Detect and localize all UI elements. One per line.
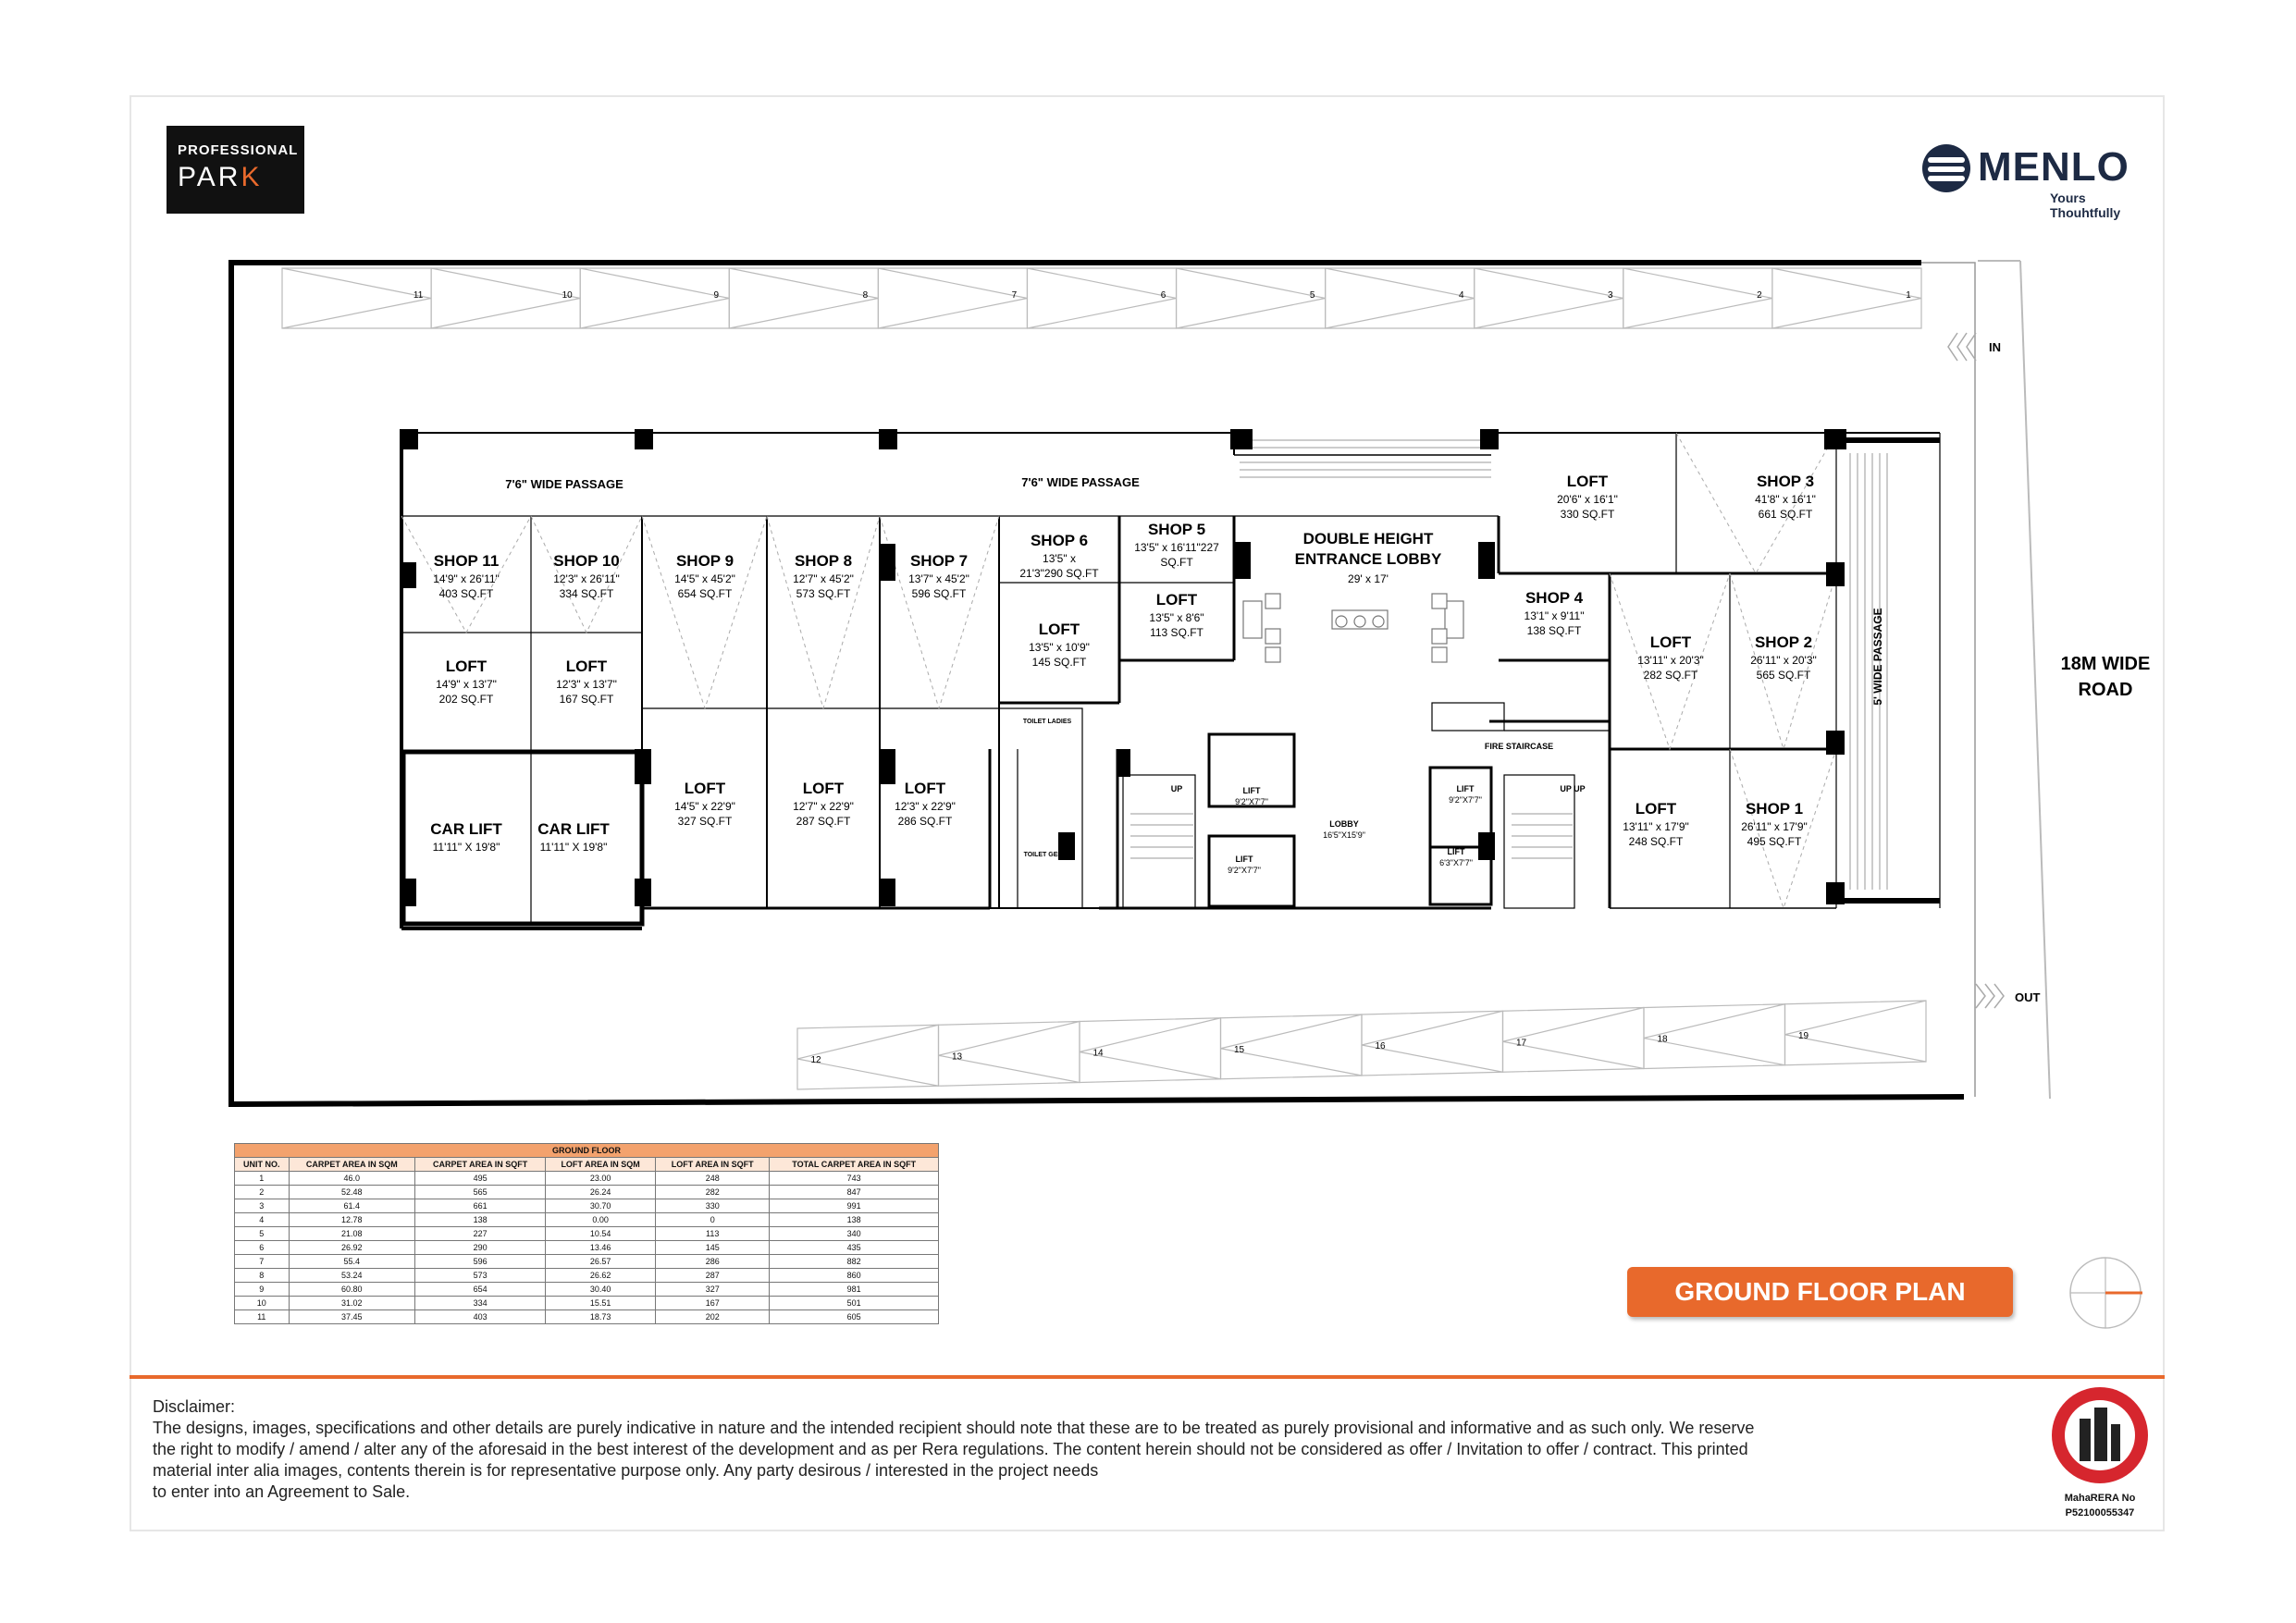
table-cell: 573	[415, 1269, 546, 1283]
loft9-area: 327 SQ.FT	[677, 815, 733, 828]
parking-top	[282, 268, 1921, 328]
loft3-area: 330 SQ.FT	[1560, 508, 1615, 521]
parking-bay-number: 2	[1757, 290, 1762, 301]
loft6-dim: 13'5" x 10'9"	[1029, 641, 1090, 654]
loft7-dim: 12'3" x 22'9"	[895, 800, 956, 813]
table-cell: 30.40	[546, 1283, 656, 1297]
shop8-dim: 12'7" x 45'2"	[793, 572, 854, 585]
lift-2-dim: 9'2"X7'7"	[1228, 866, 1261, 875]
carlift1-name: CAR LIFT	[430, 820, 502, 838]
lift-3-dim: 9'2"X7'7"	[1449, 795, 1482, 805]
table-row	[235, 1241, 939, 1255]
parking-bay-number: 9	[713, 290, 720, 301]
lobby-title-2: ENTRANCE LOBBY	[1294, 550, 1442, 568]
parking-bay	[1475, 268, 1623, 328]
loft8-dim: 12'7" x 22'9"	[793, 800, 854, 813]
table-cell: 60.80	[289, 1283, 415, 1297]
shop6-dim2: 21'3"290 SQ.FT	[1019, 567, 1099, 580]
stair-up-label: UP	[1170, 784, 1183, 793]
loft5-name: LOFT	[1155, 591, 1198, 609]
parking-bay-number: 18	[1657, 1034, 1668, 1045]
parking-bay-number: 16	[1375, 1041, 1386, 1051]
table-cell: 61.4	[289, 1199, 415, 1213]
passage-left-label: 7'6" WIDE PASSAGE	[505, 477, 623, 491]
lift-2-label: LIFT	[1235, 855, 1253, 864]
table-header: CARPET AREA IN SQFT	[415, 1158, 546, 1172]
plan-title-badge: GROUND FLOOR PLAN	[1627, 1267, 2013, 1317]
table-row	[235, 1199, 939, 1213]
shop2-name: SHOP 2	[1754, 633, 1813, 651]
rera-number: P52100055347	[2065, 1507, 2135, 1518]
table-header: LOFT AREA IN SQM	[546, 1158, 656, 1172]
loft1-area: 248 SQ.FT	[1628, 835, 1684, 848]
shop9-name: SHOP 9	[675, 552, 734, 570]
building-walls	[401, 433, 1940, 928]
rera-label-text: MahaRERA No	[2064, 1493, 2136, 1504]
rera-label	[2017, 1491, 2183, 1520]
parking-bay	[431, 268, 580, 328]
loft6-name: LOFT	[1038, 621, 1080, 638]
lift-3-label: LIFT	[1456, 784, 1475, 793]
site-boundary-thin	[1921, 263, 1975, 1097]
table-cell: 501	[770, 1297, 939, 1310]
fire-staircase-label: FIRE STAIRCASE	[1484, 742, 1554, 751]
shop3-name: SHOP 3	[1756, 473, 1815, 490]
table-cell: 13.46	[546, 1241, 656, 1255]
table-cell: 12.78	[289, 1213, 415, 1227]
lobby-furniture-icon	[1243, 594, 1463, 662]
shop1-area: 495 SQ.FT	[1747, 835, 1802, 848]
table-cell: 3	[235, 1199, 290, 1213]
out-label: OUT	[2015, 990, 2041, 1004]
shop7-dim: 13'7" x 45'2"	[908, 572, 969, 585]
road-edge	[2020, 261, 2050, 1099]
loft2-dim: 13'11" x 20'3"	[1637, 654, 1704, 667]
loft5-area: 113 SQ.FT	[1150, 626, 1204, 639]
table-cell: 403	[415, 1310, 546, 1324]
shop4-name: SHOP 4	[1524, 589, 1584, 607]
table-cell: 46.0	[289, 1172, 415, 1186]
table-cell: 340	[770, 1227, 939, 1241]
table-cell: 113	[656, 1227, 770, 1241]
carlift2-dim: 11'11" X 19'8"	[539, 841, 608, 854]
loft10-area: 167 SQ.FT	[559, 693, 614, 706]
loft7-name: LOFT	[904, 780, 946, 797]
table-cell: 21.08	[289, 1227, 415, 1241]
table-cell: 18.73	[546, 1310, 656, 1324]
table-cell: 15.51	[546, 1297, 656, 1310]
parking-bay	[1623, 268, 1772, 328]
shop7-area: 596 SQ.FT	[911, 587, 967, 600]
loft7-area: 286 SQ.FT	[897, 815, 953, 828]
table-cell: 31.02	[289, 1297, 415, 1310]
in-arrow-icon	[1948, 333, 1976, 361]
table-cell: 5	[235, 1227, 290, 1241]
lobby-small-label: LOBBY	[1329, 819, 1359, 829]
logo-line2: PARK	[178, 162, 263, 192]
parking-bay-number: 6	[1160, 290, 1167, 301]
table-cell: 26.62	[546, 1269, 656, 1283]
shop11-name: SHOP 11	[433, 552, 500, 570]
shop10-dim: 12'3" x 26'11"	[553, 572, 620, 585]
table-cell: 9	[235, 1283, 290, 1297]
logo-line1: PROFESSIONAL	[178, 142, 299, 158]
side-passage-label: 5' WIDE PASSAGE	[1871, 608, 1884, 706]
lobby-small-dim: 16'5"X15'9"	[1323, 830, 1365, 840]
table-cell: 0	[656, 1213, 770, 1227]
parking-bay	[878, 268, 1027, 328]
loft11-area: 202 SQ.FT	[438, 693, 494, 706]
shop9-dim: 14'5" x 45'2"	[674, 572, 735, 585]
loft2-area: 282 SQ.FT	[1643, 669, 1698, 682]
table-cell: 327	[656, 1283, 770, 1297]
table-cell: 26.92	[289, 1241, 415, 1255]
table-cell: 596	[415, 1255, 546, 1269]
table-row	[235, 1283, 939, 1297]
table-cell: 981	[770, 1283, 939, 1297]
table-cell: 7	[235, 1255, 290, 1269]
shop3-area: 661 SQ.FT	[1758, 508, 1813, 521]
disclaimer	[153, 1396, 1818, 1503]
shop6-dim: 13'5" x	[1043, 552, 1076, 565]
table-cell: 2	[235, 1186, 290, 1199]
table-cell: 10.54	[546, 1227, 656, 1241]
loft10-dim: 12'3" x 13'7"	[556, 678, 617, 691]
table-cell: 882	[770, 1255, 939, 1269]
parking-bay-number: 4	[1458, 290, 1464, 301]
carlift2-name: CAR LIFT	[537, 820, 610, 838]
lobby-dim: 29' x 17'	[1348, 572, 1389, 585]
lift-1-label: LIFT	[1242, 786, 1261, 795]
disclaimer-line: the right to modify / amend / alter any of the aforesaid in the best interest of the development and as per Rera regulations. The content herein should not be considered as offer / Invitation to offer / contract. This printed	[153, 1440, 1748, 1458]
loft2-name: LOFT	[1649, 633, 1692, 651]
parking-bay-number: 5	[1309, 290, 1315, 301]
disclaimer-line: to enter into an Agreement to Sale.	[153, 1482, 411, 1501]
parking-bottom	[797, 1001, 1926, 1089]
parking-bay-number: 13	[951, 1051, 963, 1063]
table-cell: 138	[770, 1213, 939, 1227]
loft6-area: 145 SQ.FT	[1031, 656, 1087, 669]
loft1-name: LOFT	[1635, 800, 1677, 818]
table-cell: 26.57	[546, 1255, 656, 1269]
table-row	[235, 1269, 939, 1283]
toilet-ladies-label: TOILET LADIES	[1022, 719, 1072, 725]
shop1-name: SHOP 1	[1745, 800, 1804, 818]
parking-bay	[1177, 268, 1326, 328]
footer-divider	[130, 1375, 2165, 1379]
loft8-name: LOFT	[802, 780, 845, 797]
table-row	[235, 1186, 939, 1199]
table-cell: 10	[235, 1297, 290, 1310]
shop4-dim: 13'1" x 9'11"	[1524, 609, 1585, 622]
table-header: CARPET AREA IN SQM	[289, 1158, 415, 1172]
parking-bay	[729, 268, 878, 328]
shop2-dim: 26'11" x 20'3"	[1750, 654, 1817, 667]
parking-bay-number: 14	[1092, 1048, 1104, 1059]
table-cell: 30.70	[546, 1199, 656, 1213]
table-cell: 52.48	[289, 1186, 415, 1199]
loft11-name: LOFT	[445, 658, 488, 675]
shop2-area: 565 SQ.FT	[1756, 669, 1811, 682]
area-table	[234, 1143, 939, 1324]
table-cell: 6	[235, 1241, 290, 1255]
loft3-name: LOFT	[1566, 473, 1609, 490]
carlift1-dim: 11'11" X 19'8"	[432, 841, 500, 854]
table-cell: 286	[656, 1255, 770, 1269]
table-cell: 55.4	[289, 1255, 415, 1269]
maharera-seal-icon	[2052, 1387, 2148, 1483]
table-cell: 290	[415, 1241, 546, 1255]
table-row	[235, 1172, 939, 1186]
table-row	[235, 1310, 939, 1324]
passage-right-label: 7'6" WIDE PASSAGE	[1021, 475, 1140, 489]
table-cell: 282	[656, 1186, 770, 1199]
table-cell: 330	[656, 1199, 770, 1213]
table-cell: 167	[656, 1297, 770, 1310]
table-cell: 847	[770, 1186, 939, 1199]
out-arrow-icon	[1976, 984, 2004, 1008]
toilet-gents-label: TOILET GENTS	[1023, 852, 1071, 858]
table-cell: 743	[770, 1172, 939, 1186]
table-cell: 991	[770, 1199, 939, 1213]
shop5-area: SQ.FT	[1160, 556, 1193, 569]
loft10-name: LOFT	[565, 658, 608, 675]
parking-bay-number: 3	[1608, 290, 1613, 301]
parking-bay	[1326, 268, 1475, 328]
parking-bay-number: 19	[1797, 1030, 1809, 1041]
table-cell: 227	[415, 1227, 546, 1241]
table-title: GROUND FLOOR	[235, 1144, 939, 1158]
parking-bay-number: 12	[810, 1055, 821, 1065]
shop10-area: 334 SQ.FT	[559, 587, 614, 600]
shop11-dim: 14'9" x 26'11"	[433, 572, 500, 585]
parking-bay-number: 1	[1906, 290, 1911, 301]
in-label: IN	[1989, 340, 2001, 354]
menlo-tagline: Yours Thouhtfully	[2050, 191, 2121, 220]
shop5-dim: 13'5" x 16'11"227	[1134, 541, 1219, 554]
menlo-name: MENLO	[1978, 144, 2129, 190]
table-cell: 11	[235, 1310, 290, 1324]
shop7-name: SHOP 7	[909, 552, 969, 570]
table-cell: 202	[656, 1310, 770, 1324]
table-row	[235, 1297, 939, 1310]
shop10-name: SHOP 10	[553, 552, 620, 570]
table-header: TOTAL CARPET AREA IN SQFT	[770, 1158, 939, 1172]
table-cell: 53.24	[289, 1269, 415, 1283]
parking-bay-number: 11	[413, 290, 424, 301]
loft9-dim: 14'5" x 22'9"	[674, 800, 735, 813]
parking-bay-number: 17	[1515, 1038, 1527, 1049]
table-row	[235, 1227, 939, 1241]
table-cell: 8	[235, 1269, 290, 1283]
table-cell: 287	[656, 1269, 770, 1283]
loft9-name: LOFT	[684, 780, 726, 797]
table-cell: 37.45	[289, 1310, 415, 1324]
shop8-area: 573 SQ.FT	[796, 587, 851, 600]
parking-bay-number: 10	[562, 290, 573, 301]
shop8-name: SHOP 8	[794, 552, 853, 570]
shop6-name: SHOP 6	[1030, 532, 1089, 549]
disclaimer-heading: Disclaimer:	[153, 1397, 236, 1416]
parking-bay-number: 15	[1233, 1044, 1245, 1055]
parking-bay	[1772, 268, 1921, 328]
table-row	[235, 1213, 939, 1227]
table-cell: 654	[415, 1283, 546, 1297]
loft8-area: 287 SQ.FT	[796, 815, 851, 828]
table-cell: 4	[235, 1213, 290, 1227]
table-row	[235, 1255, 939, 1269]
lobby-title-1: DOUBLE HEIGHT	[1302, 530, 1434, 547]
lift-4-label: LIFT	[1447, 847, 1465, 856]
loft1-dim: 13'11" x 17'9"	[1623, 820, 1689, 833]
parking-bay	[1027, 268, 1176, 328]
parking-bay-number: 7	[1011, 290, 1018, 301]
table-cell: 334	[415, 1297, 546, 1310]
shop11-area: 403 SQ.FT	[438, 587, 494, 600]
road-label-1: 18M WIDE	[2060, 654, 2151, 674]
table-cell: 860	[770, 1269, 939, 1283]
table-cell: 145	[656, 1241, 770, 1255]
table-cell: 26.24	[546, 1186, 656, 1199]
table-header: LOFT AREA IN SQFT	[656, 1158, 770, 1172]
table-cell: 565	[415, 1186, 546, 1199]
lift-1-dim: 9'2"X7'7"	[1235, 797, 1268, 806]
table-cell: 495	[415, 1172, 546, 1186]
loft5-dim: 13'5" x 8'6"	[1149, 611, 1204, 624]
loft3-dim: 20'6" x 16'1"	[1557, 493, 1618, 506]
table-cell: 0.00	[546, 1213, 656, 1227]
road-label-2: ROAD	[2078, 680, 2133, 700]
table-cell: 661	[415, 1199, 546, 1213]
parking-bay-number: 8	[862, 290, 869, 301]
parking-bay	[580, 268, 729, 328]
shop1-dim: 26'11" x 17'9"	[1741, 820, 1808, 833]
table-cell: 138	[415, 1213, 546, 1227]
stair-up-up-label: UP UP	[1560, 784, 1586, 793]
table-cell: 435	[770, 1241, 939, 1255]
disclaimer-line: The designs, images, specifications and other details are purely indicative in nature and the intended recipient should note that these are to be treated as purely provisional and informative and as such only. We reserve	[153, 1419, 1755, 1437]
lift-4-dim: 6'3"X7'7"	[1439, 858, 1473, 867]
table-header: UNIT NO.	[235, 1158, 290, 1172]
shop5-name: SHOP 5	[1147, 521, 1206, 538]
shop3-dim: 41'8" x 16'1"	[1755, 493, 1816, 506]
loft11-dim: 14'9" x 13'7"	[436, 678, 497, 691]
shop9-area: 654 SQ.FT	[677, 587, 733, 600]
table-cell: 248	[656, 1172, 770, 1186]
parking-bay	[282, 268, 431, 328]
disclaimer-line: material inter alia images, contents therein is for representative purpose only. Any party desirous / interested in the project needs	[153, 1461, 1099, 1480]
table-cell: 1	[235, 1172, 290, 1186]
table-cell: 23.00	[546, 1172, 656, 1186]
table-cell: 605	[770, 1310, 939, 1324]
shop4-area: 138 SQ.FT	[1526, 624, 1582, 637]
north-indicator-icon	[2070, 1258, 2142, 1328]
